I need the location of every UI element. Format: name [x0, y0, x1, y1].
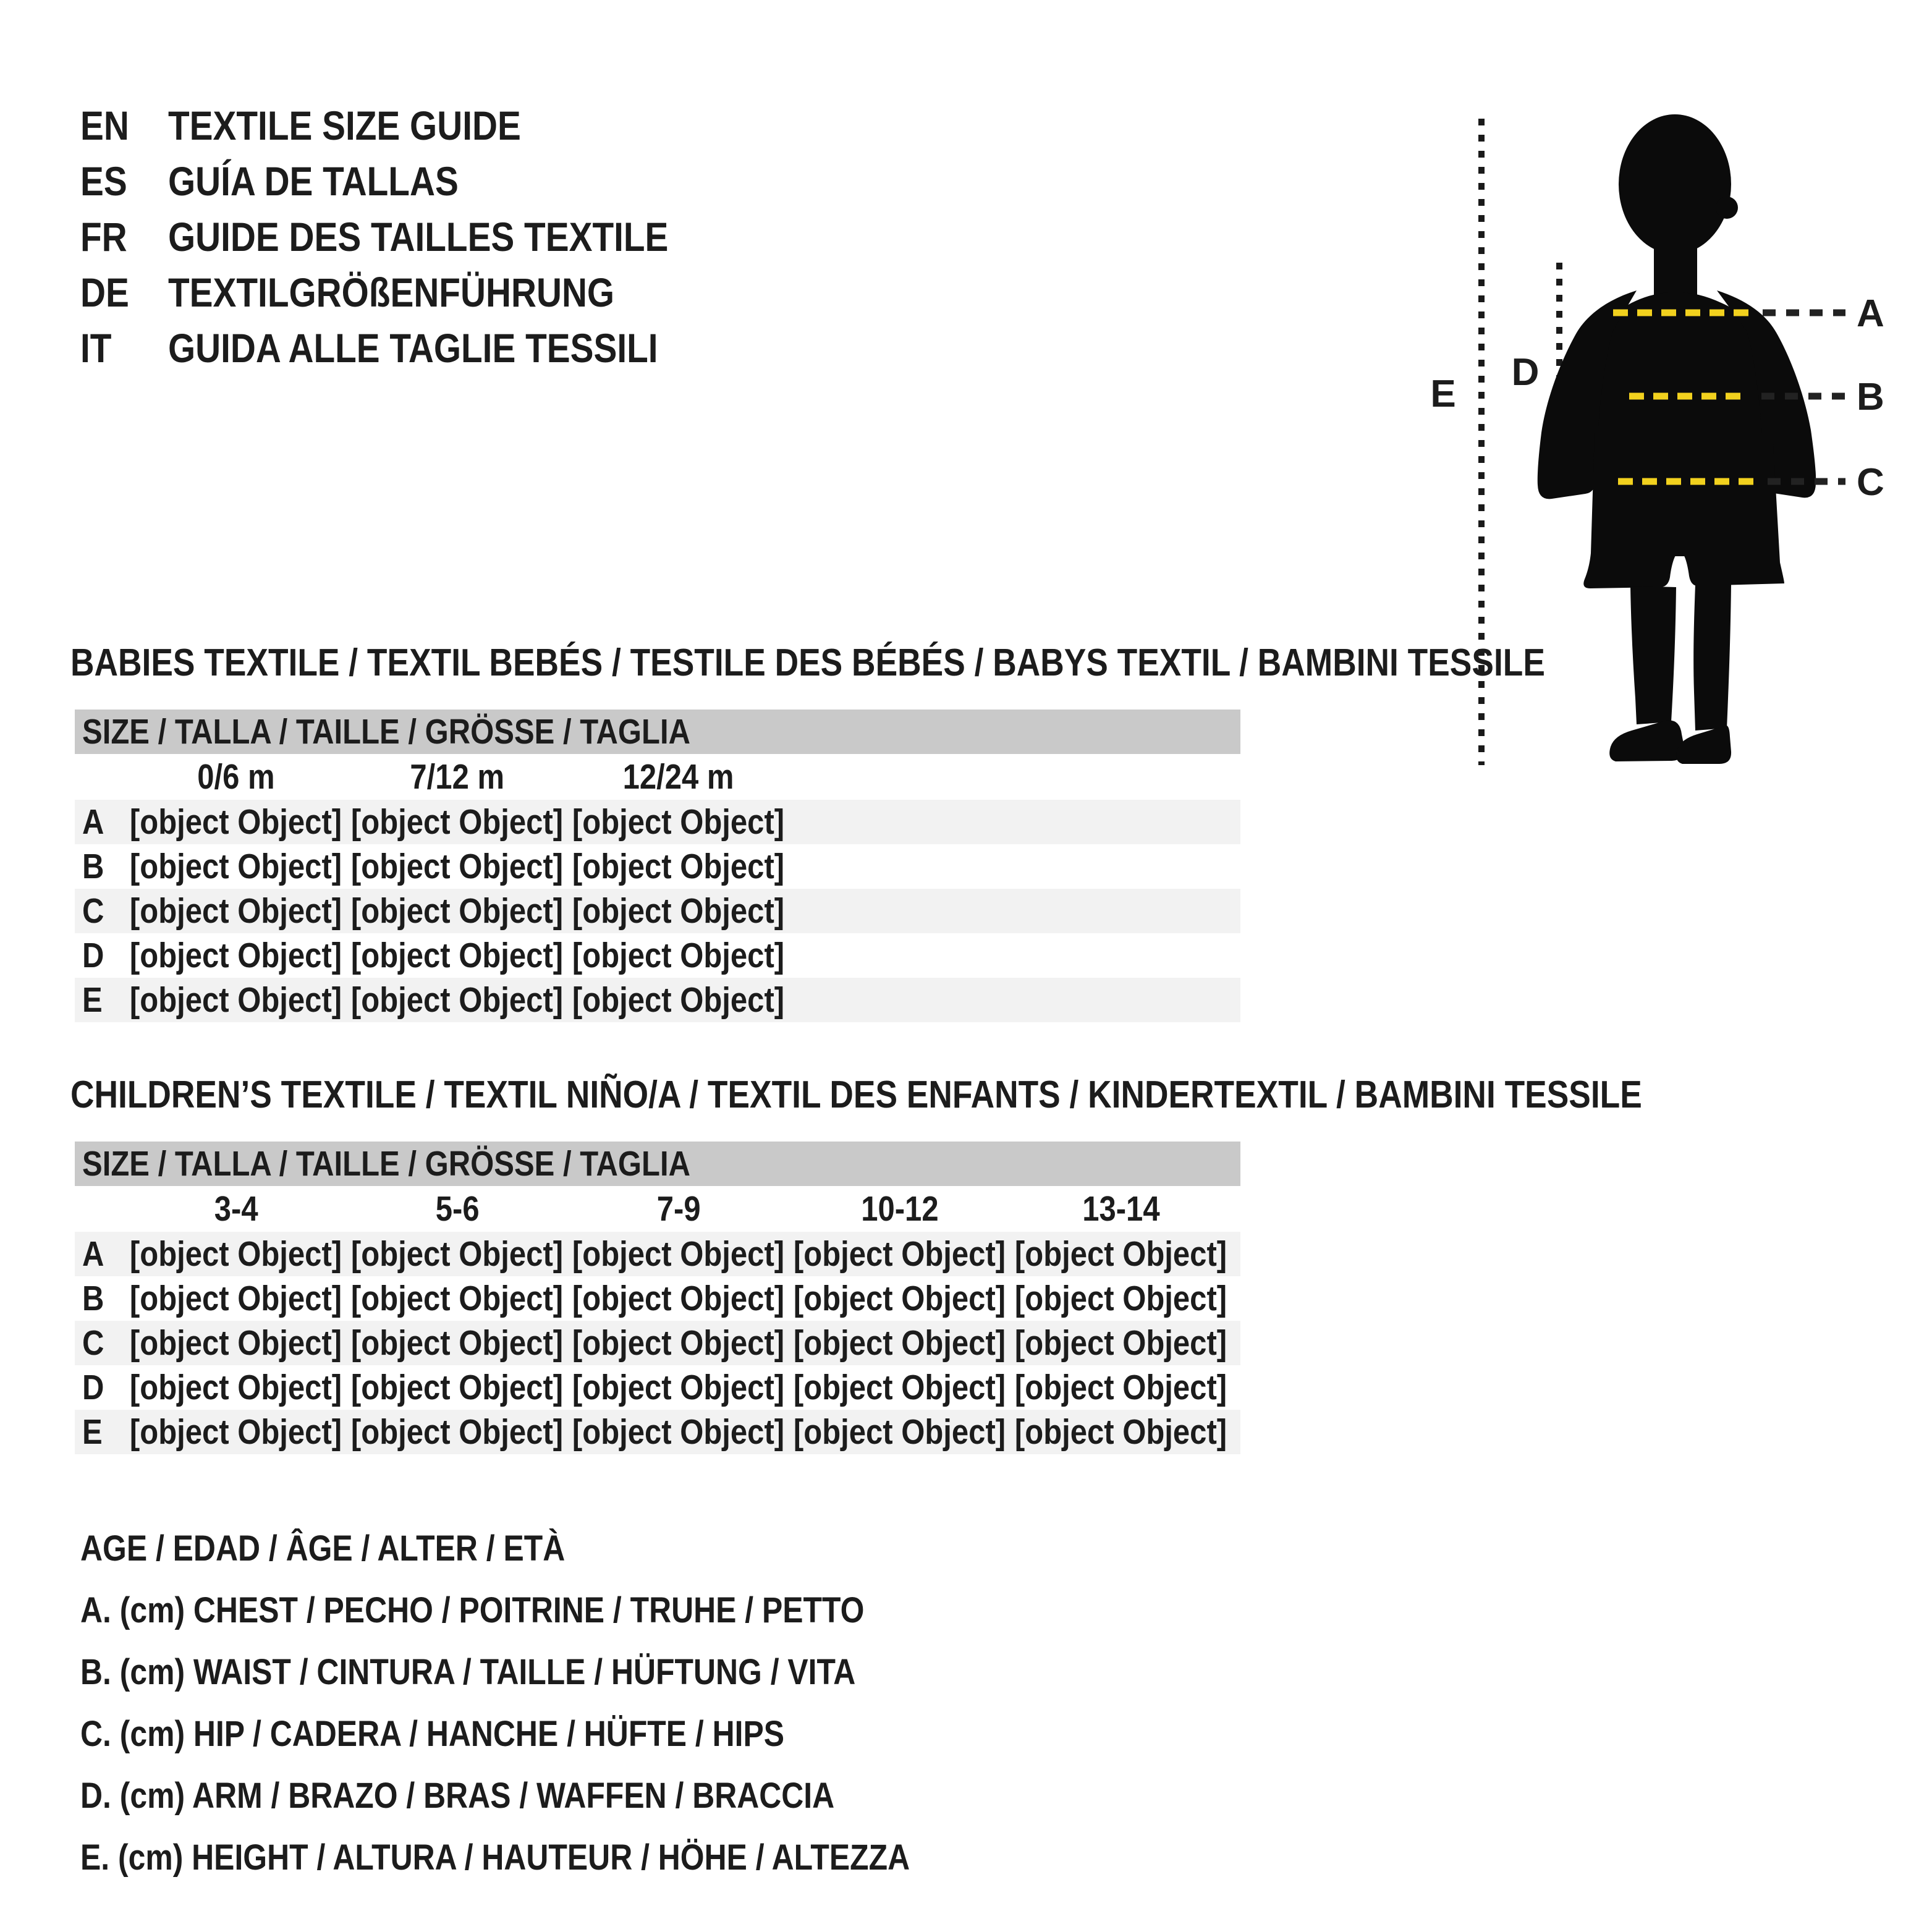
- table-cell: [object Object]: [351, 847, 564, 886]
- table-row: [75, 889, 1240, 933]
- row-label: A: [82, 1234, 104, 1274]
- table-cell: [object Object]: [351, 980, 564, 1020]
- figure-label-d: D: [1511, 351, 1540, 394]
- language-title: TEXTILE SIZE GUIDE: [168, 103, 521, 148]
- table-cell: [object Object]: [572, 1412, 785, 1452]
- table-cell: [object Object]: [130, 1368, 342, 1407]
- table-cell: [object Object]: [351, 1279, 564, 1318]
- babies-size-header-bar: SIZE / TALLA / TAILLE / GRÖSSE / TAGLIA: [75, 710, 1240, 754]
- table-cell: [object Object]: [351, 891, 564, 931]
- language-row: [80, 153, 750, 209]
- language-title: TEXTILGRÖßENFÜHRUNG: [168, 269, 615, 315]
- table-cell: [object Object]: [351, 1234, 564, 1274]
- babies-table-rows: [75, 800, 1240, 1022]
- table-cell: [object Object]: [572, 980, 785, 1020]
- language-code: ES: [80, 158, 127, 204]
- language-row: [80, 320, 750, 376]
- figure-label-a: A: [1857, 292, 1884, 335]
- row-label: C: [82, 891, 104, 931]
- table-cell: [object Object]: [130, 802, 342, 842]
- language-code: FR: [80, 214, 127, 260]
- legend-line: AGE / EDAD / ÂGE / ALTER / ETÀ: [80, 1528, 566, 1569]
- column-header: 7-9: [656, 1189, 701, 1229]
- table-row: [75, 800, 1240, 844]
- table-cell: [object Object]: [130, 1234, 342, 1274]
- table-cell: [object Object]: [572, 936, 785, 975]
- table-row: [75, 978, 1240, 1022]
- column-header: 3-4: [214, 1189, 258, 1229]
- table-cell: [object Object]: [794, 1368, 1006, 1407]
- row-label: E: [82, 980, 103, 1020]
- language-row: [80, 265, 750, 320]
- language-code: EN: [80, 103, 129, 148]
- figure-label-b: B: [1857, 376, 1884, 418]
- language-row: [80, 209, 750, 265]
- children-table-rows: [75, 1232, 1240, 1454]
- legend-line: B. (cm) WAIST / CINTURA / TAILLE / HÜFTUNG / VITA: [80, 1652, 856, 1692]
- table-cell: [object Object]: [572, 1234, 785, 1274]
- legend-line: D. (cm) ARM / BRAZO / BRAS / WAFFEN / BRACCIA: [80, 1776, 835, 1816]
- table-cell: [object Object]: [1015, 1234, 1227, 1274]
- table-row: [75, 844, 1240, 889]
- table-cell: [object Object]: [572, 847, 785, 886]
- babies-section-heading: BABIES TEXTILE / TEXTIL BEBÉS / TESTILE DES BÉBÉS / BABYS TEXTIL / BAMBINI TESSILE: [70, 642, 1545, 684]
- legend-line: C. (cm) HIP / CADERA / HANCHE / HÜFTE / HIPS: [80, 1714, 785, 1754]
- row-label: A: [82, 802, 104, 842]
- table-cell: [object Object]: [1015, 1368, 1227, 1407]
- children-size-header-bar: SIZE / TALLA / TAILLE / GRÖSSE / TAGLIA: [75, 1142, 1240, 1186]
- row-label: C: [82, 1323, 104, 1363]
- legend-line: A. (cm) CHEST / PECHO / POITRINE / TRUHE / PETTO: [80, 1590, 865, 1630]
- measurement-legend: [80, 1518, 1045, 1889]
- table-cell: [object Object]: [130, 891, 342, 931]
- children-section-heading: CHILDREN’S TEXTILE / TEXTIL NIÑO/A / TEXTIL DES ENFANTS / KINDERTEXTIL / BAMBINI TESSILE: [70, 1074, 1642, 1116]
- row-label: B: [82, 847, 104, 886]
- table-row: [75, 1276, 1240, 1321]
- table-row: [75, 933, 1240, 978]
- column-header: 10-12: [861, 1189, 939, 1229]
- table-cell: [object Object]: [130, 1412, 342, 1452]
- language-code: IT: [80, 325, 112, 371]
- table-cell: [object Object]: [130, 1323, 342, 1363]
- language-title: GUIDE DES TAILLES TEXTILE: [168, 214, 669, 260]
- table-cell: [object Object]: [1015, 1412, 1227, 1452]
- table-cell: [object Object]: [351, 936, 564, 975]
- table-cell: [object Object]: [1015, 1279, 1227, 1318]
- column-header: 7/12 m: [410, 757, 505, 797]
- table-row: [75, 1410, 1240, 1454]
- column-header: 0/6 m: [197, 757, 275, 797]
- figure-label-e: E: [1430, 373, 1456, 415]
- children-column-headers: [75, 1186, 1240, 1232]
- figure-label-c: C: [1857, 461, 1884, 504]
- table-cell: [object Object]: [572, 1279, 785, 1318]
- table-row: [75, 1321, 1240, 1365]
- column-header: 13-14: [1082, 1189, 1160, 1229]
- row-label: E: [82, 1412, 103, 1452]
- table-cell: [object Object]: [572, 891, 785, 931]
- babies-size-table: [75, 710, 1240, 1022]
- row-label: B: [82, 1279, 104, 1318]
- table-cell: [object Object]: [130, 980, 342, 1020]
- table-cell: [object Object]: [130, 847, 342, 886]
- table-cell: [object Object]: [130, 1279, 342, 1318]
- table-cell: [object Object]: [351, 1323, 564, 1363]
- table-cell: [object Object]: [1015, 1323, 1227, 1363]
- babies-column-headers: [75, 754, 1240, 800]
- row-label: D: [82, 1368, 104, 1407]
- table-row: [75, 1365, 1240, 1410]
- table-cell: [object Object]: [572, 1323, 785, 1363]
- table-cell: [object Object]: [794, 1234, 1006, 1274]
- table-cell: [object Object]: [351, 1412, 564, 1452]
- language-row: [80, 98, 750, 153]
- language-title-block: [80, 98, 750, 376]
- column-header: 12/24 m: [623, 757, 734, 797]
- table-cell: [object Object]: [572, 802, 785, 842]
- table-row: [75, 1232, 1240, 1276]
- row-label: D: [82, 936, 104, 975]
- table-cell: [object Object]: [572, 1368, 785, 1407]
- table-cell: [object Object]: [794, 1279, 1006, 1318]
- table-cell: [object Object]: [794, 1412, 1006, 1452]
- language-code: DE: [80, 269, 129, 315]
- legend-line: E. (cm) HEIGHT / ALTURA / HAUTEUR / HÖHE / ALTEZZA: [80, 1837, 910, 1878]
- column-header: 5-6: [435, 1189, 480, 1229]
- language-title: GUIDA ALLE TAGLIE TESSILI: [168, 325, 658, 371]
- language-title: GUÍA DE TALLAS: [168, 158, 459, 204]
- children-size-table: [75, 1142, 1240, 1454]
- table-cell: [object Object]: [130, 936, 342, 975]
- table-cell: [object Object]: [794, 1323, 1006, 1363]
- table-cell: [object Object]: [351, 802, 564, 842]
- table-cell: [object Object]: [351, 1368, 564, 1407]
